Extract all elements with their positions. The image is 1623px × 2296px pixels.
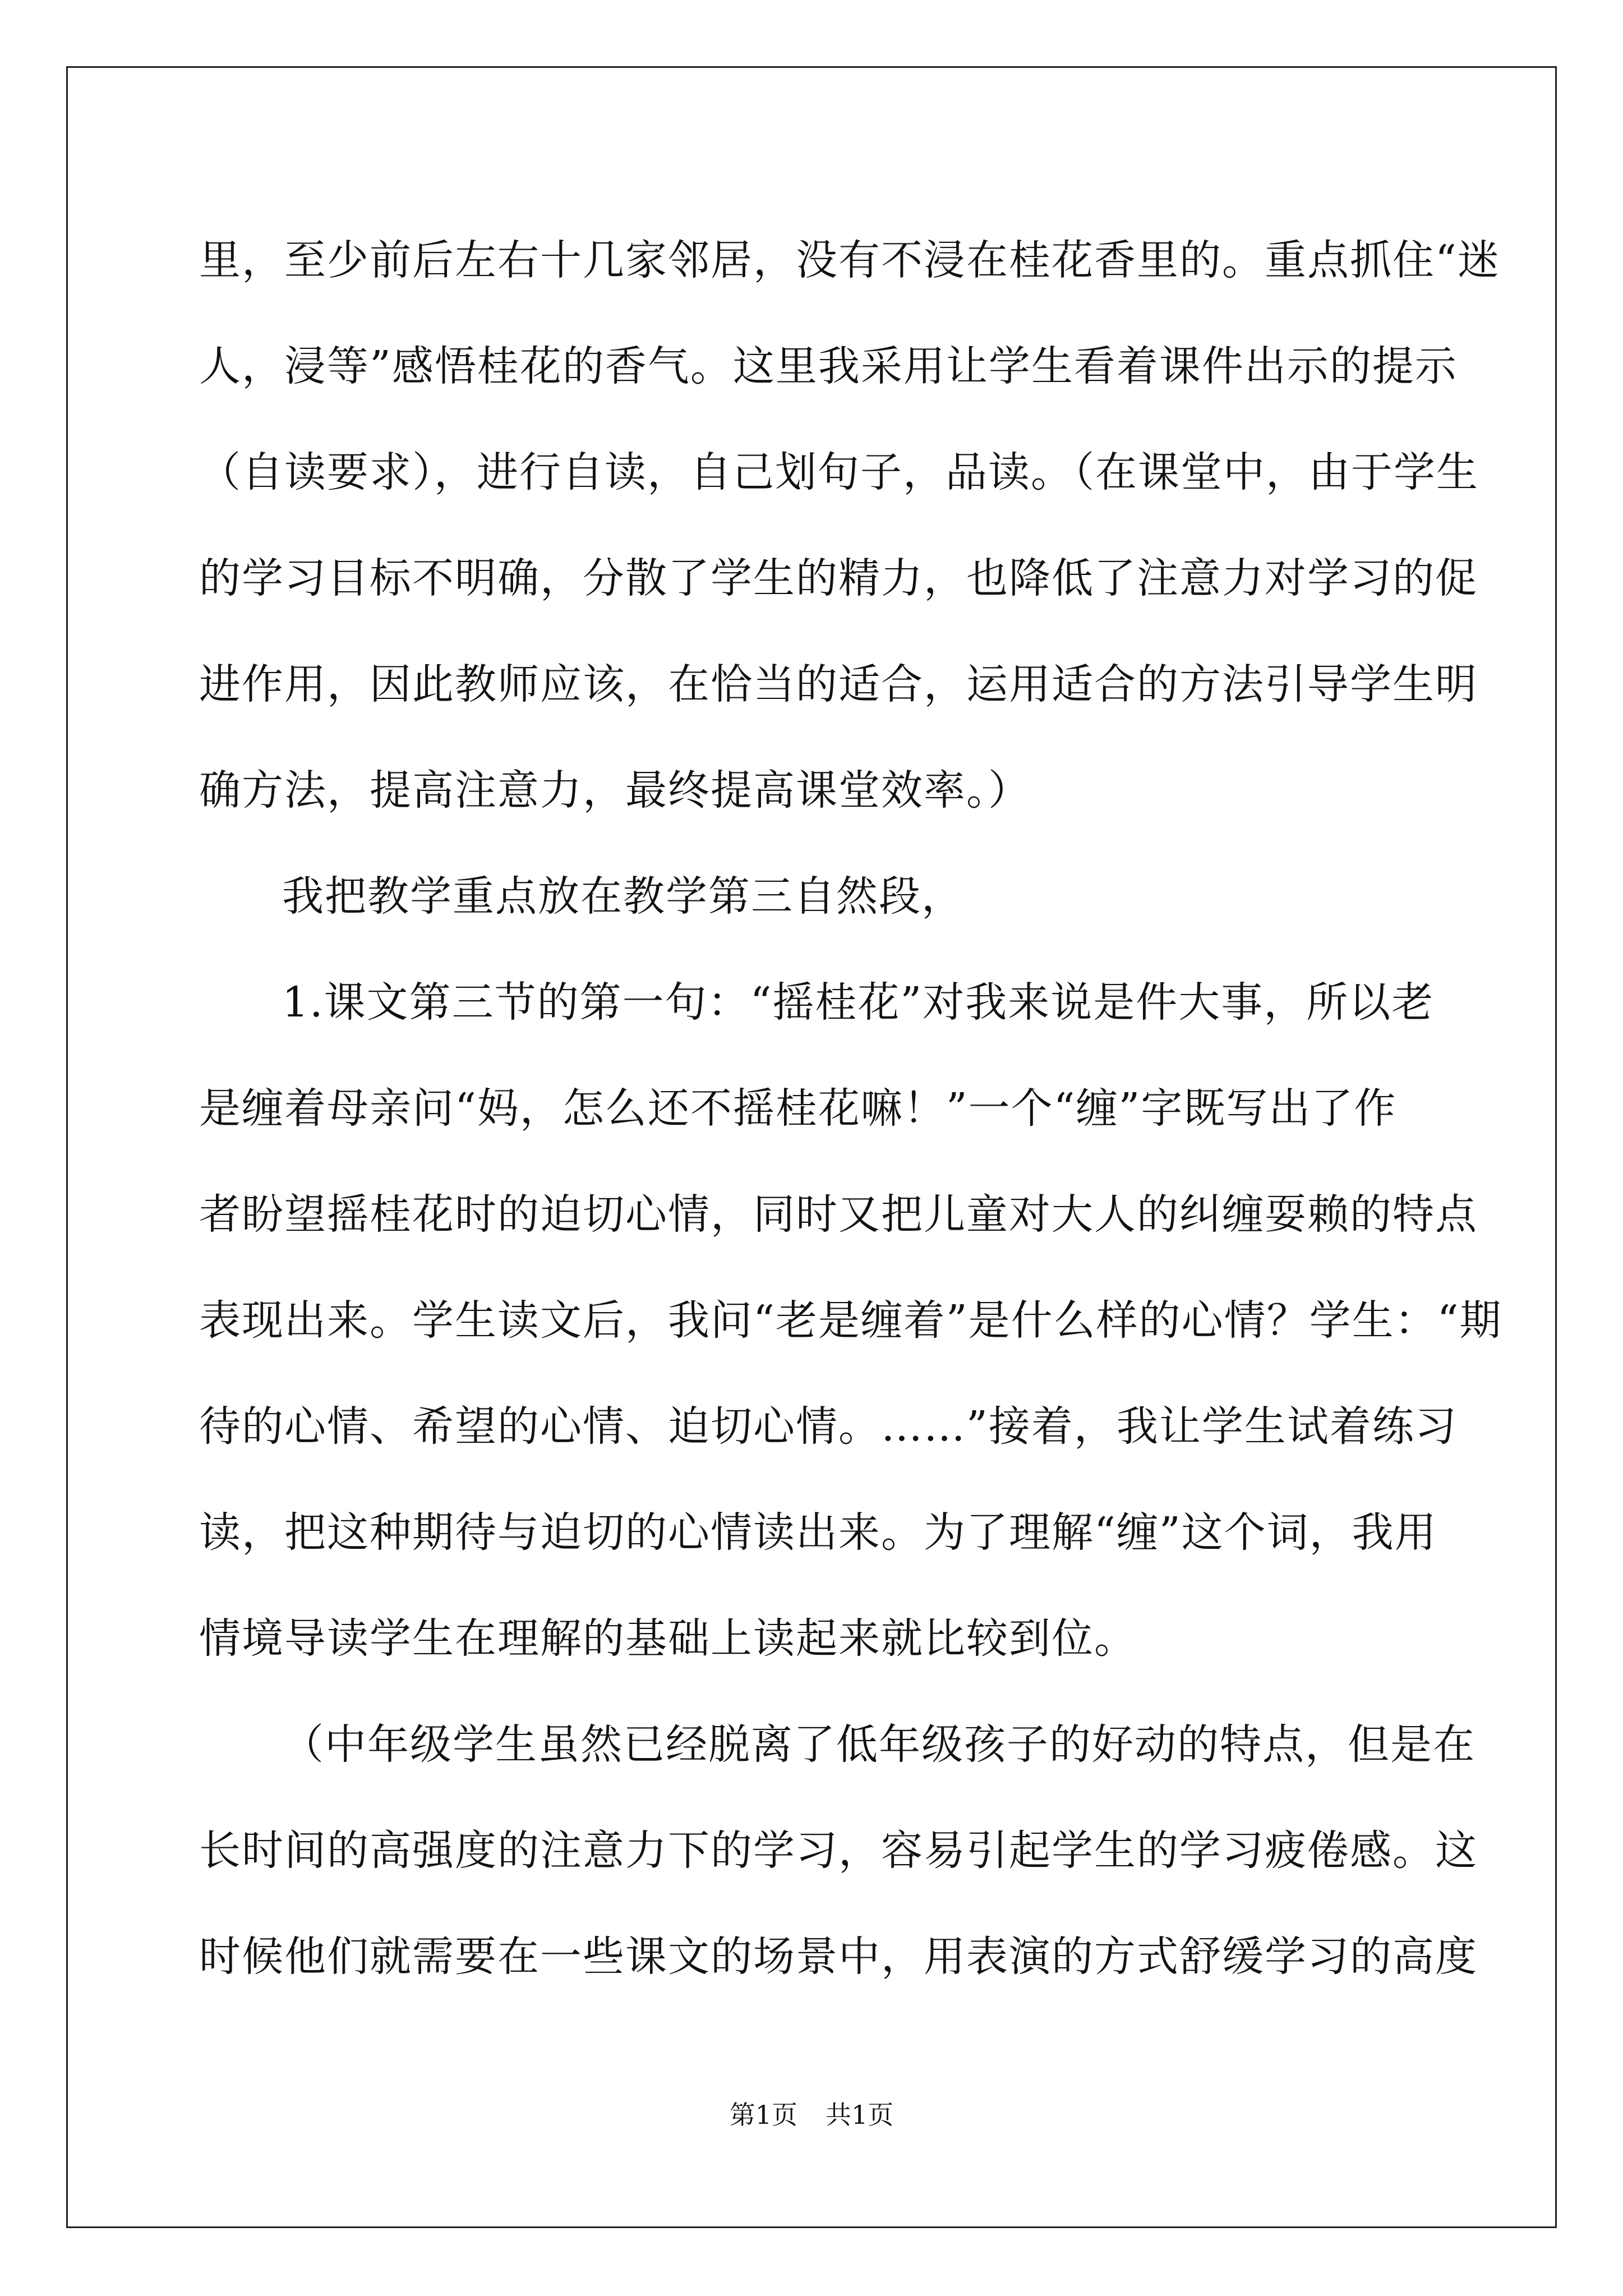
text-line: 确方法，提高注意力，最终提高课堂效率。） bbox=[199, 766, 1031, 815]
text-line: 读，把这种期待与迫切的心情读出来。为了理解“缠”这个词，我用 bbox=[199, 1508, 1437, 1557]
text-line: 人，浸等”感悟桂花的香气。这里我采用让学生看着课件出示的提示 bbox=[199, 342, 1458, 390]
text-line: 1.课文第三节的第一句：“摇桂花”对我来说是件大事，所以老 bbox=[282, 978, 1435, 1027]
text-line: （中年级学生虽然已经脱离了低年级孩子的好动的特点，但是在 bbox=[282, 1720, 1476, 1769]
text-line: 是缠着母亲问“妈，怎么还不摇桂花嘛！”一个“缠”字既写出了作 bbox=[199, 1084, 1397, 1133]
page-footer bbox=[0, 2098, 1623, 2132]
text-line: 者盼望摇桂花时的迫切心情，同时又把儿童对大人的纠缠耍赖的特点 bbox=[199, 1190, 1478, 1239]
page-number: 第1页 bbox=[729, 2100, 797, 2130]
document-body bbox=[199, 208, 1502, 2010]
text-line: （自读要求），进行自读，自己划句子，品读。（在课堂中，由于学生 bbox=[199, 448, 1479, 496]
text-line: 里，至少前后左右十几家邻居，没有不浸在桂花香里的。重点抓住“迷 bbox=[199, 236, 1500, 284]
text-line: 待的心情、希望的心情、迫切心情。……”接着，我让学生试着练习 bbox=[199, 1402, 1458, 1451]
text-line: 进作用，因此教师应该，在恰当的适合，运用适合的方法引导学生明 bbox=[199, 660, 1478, 708]
text-line: 表现出来。学生读文后，我问“老是缠着”是什么样的心情？学生：“期 bbox=[199, 1296, 1502, 1345]
page-total: 共1页 bbox=[826, 2100, 894, 2130]
text-line: 情境导读学生在理解的基础上读起来就比较到位。 bbox=[199, 1614, 1137, 1663]
text-line: 长时间的高强度的注意力下的学习，容易引起学生的学习疲倦感。这 bbox=[199, 1826, 1478, 1875]
text-line: 的学习目标不明确，分散了学生的精力，也降低了注意力对学习的促 bbox=[199, 554, 1478, 602]
text-line: 我把教学重点放在教学第三自然段， bbox=[282, 872, 964, 921]
text-line: 时候他们就需要在一些课文的场景中，用表演的方式舒缓学习的高度 bbox=[199, 1932, 1478, 1981]
